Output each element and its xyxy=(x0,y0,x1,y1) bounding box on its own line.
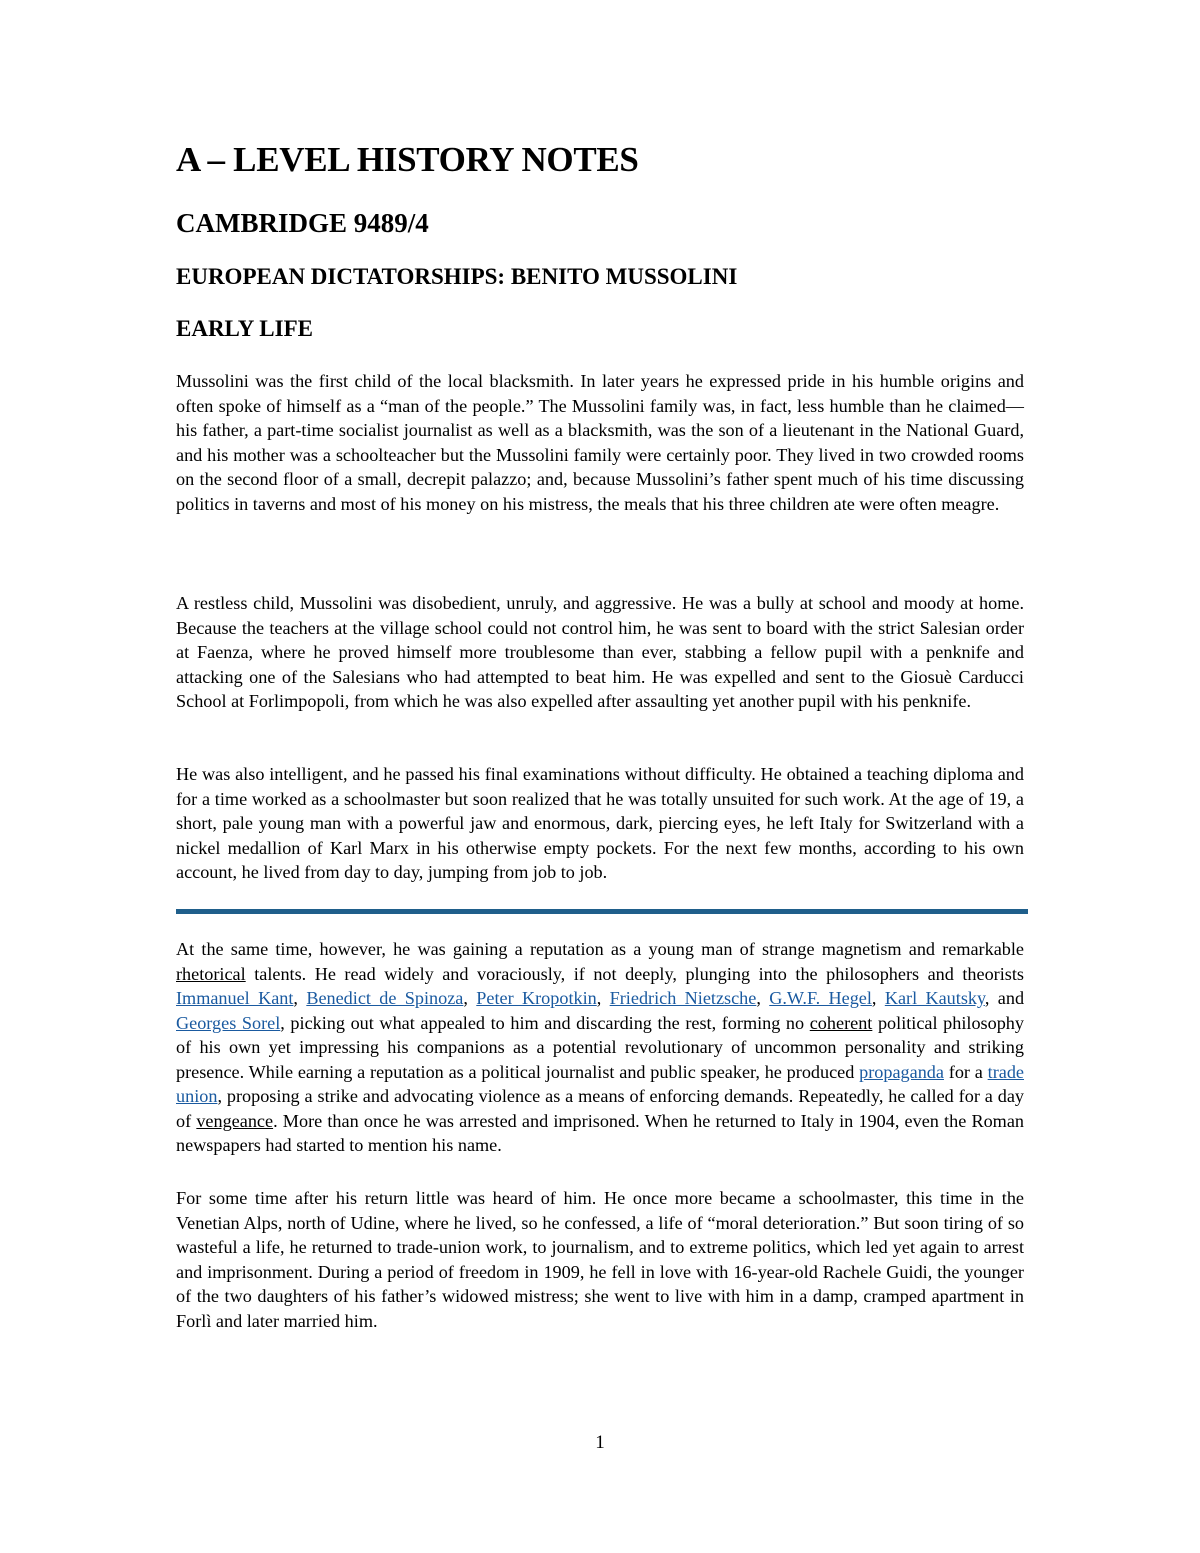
link-karl-kautsky[interactable]: Karl Kautsky xyxy=(884,988,985,1008)
section-divider xyxy=(176,909,1028,914)
paragraph-reputation xyxy=(176,937,1024,1158)
separator: , xyxy=(756,988,770,1008)
topic-heading: EUROPEAN DICTATORSHIPS: BENITO MUSSOLINI xyxy=(176,264,738,289)
link-friedrich-nietzsche[interactable]: Friedrich Nietzsche xyxy=(609,988,757,1008)
link-gwf-hegel[interactable]: G.W.F. Hegel xyxy=(769,988,872,1008)
link-immanuel-kant[interactable]: Immanuel Kant xyxy=(176,988,294,1008)
link-vengeance[interactable]: vengeance xyxy=(196,1110,274,1131)
link-coherent[interactable]: coherent xyxy=(809,1012,873,1033)
document-title: A – LEVEL HISTORY NOTES xyxy=(176,140,639,179)
text-run: political philosophy of his own yet impressing his companions as a potential revolutionary of uncommon personality and striking presence. While earning a reputation as a political journalist and public speaker, he produced xyxy=(176,1012,1024,1082)
text-run: , picking out what appealed to him and discarding the rest, forming no xyxy=(280,1012,810,1033)
link-georges-sorel[interactable]: Georges Sorel xyxy=(176,1012,281,1033)
link-trade-union[interactable]: trade union xyxy=(176,1061,1024,1106)
separator: , xyxy=(293,988,307,1008)
text-run: talents. He read widely and voraciously, if not deeply, plunging into the philosophers and theorists xyxy=(245,963,1024,984)
text-run: , proposing a strike and advocating violence as a means of enforcing demands. Repeatedly, he called for a day of xyxy=(176,1086,1024,1131)
page-number: 1 xyxy=(595,1432,605,1453)
link-propaganda[interactable]: propaganda xyxy=(859,1061,944,1082)
paragraph-return-to-italy: For some time after his return little was heard of him. He once more became a schoolmaster, this time in the Venetian Alps, north of Udine, where he lived, so he confessed, a life of “moral deterioration.” But soon tiring of so wasteful a life, he returned to trade-union work, to journalism, and to extreme politics, which led yet again to arrest and imprisonment. During a period of freedom in 1909, he fell in love with 16-year-old Rachele Guidi, the younger of the two daughters of his father’s widowed mistress; she went to live with him in a damp, cramped apartment in Forlì and later married him. xyxy=(176,1188,1024,1331)
text-run: . More than once he was arrested and imprisoned. When he returned to Italy in 1904, even the Roman newspapers had started to mention his name. xyxy=(176,1110,1024,1155)
paragraph-childhood: A restless child, Mussolini was disobedient, unruly, and aggressive. He was a bully at school and moody at home. Because the teachers at the village school could not control him, he was sent to board with the strict Salesian order at Faenza, where he proved himself more troublesome than ever, stabbing a fellow pupil with a penknife and attacking one of the Salesians who had attempted to beat him. He was expelled and sent to the Giosuè Carducci School at Forlimpopoli, from which he was also expelled after assaulting yet another pupil with his penknife. xyxy=(176,593,1024,711)
link-peter-kropotkin[interactable]: Peter Kropotkin xyxy=(476,988,597,1008)
separator: , xyxy=(871,988,885,1008)
course-code-heading: CAMBRIDGE 9489/4 xyxy=(176,208,429,238)
link-benedict-de-spinoza[interactable]: Benedict de Spinoza xyxy=(306,988,464,1008)
text-run: for a xyxy=(943,1061,988,1082)
text-run: At the same time, however, he was gaining a reputation as a young man of strange magnetism and remarkable xyxy=(176,939,1024,959)
link-rhetorical[interactable]: rhetorical xyxy=(176,963,246,984)
section-heading-early-life: EARLY LIFE xyxy=(176,316,313,341)
separator: , and xyxy=(984,988,1025,1008)
paragraph-family-background: Mussolini was the first child of the local blacksmith. In later years he expressed pride in his humble origins and often spoke of himself as a “man of the people.” The Mussolini family was, in fact, less humble than he claimed—his father, a part-time socialist journalist as well as a blacksmith, was the son of a lieutenant in the National Guard, and his mother was a schoolteacher but the Mussolini family were certainly poor. They lived in two crowded rooms on the second floor of a small, decrepit palazzo; and, because Mussolini’s father spent much of his time discussing politics in taverns and most of his money on his mistress, the meals that his three children ate were often meagre. xyxy=(176,371,1024,514)
separator: , xyxy=(463,988,477,1008)
paragraph-education-switzerland: He was also intelligent, and he passed his final examinations without difficulty. He obtained a teaching diploma and for a time worked as a schoolmaster but soon realized that he was totally unsuited for such work. At the age of 19, a short, pale young man with a powerful jaw and enormous, dark, piercing eyes, he left Italy for Switzerland with a nickel medallion of Karl Marx in his otherwise empty pockets. For the next few months, according to his own account, he lived from day to day, jumping from job to job. xyxy=(176,764,1024,882)
separator: , xyxy=(596,988,610,1008)
